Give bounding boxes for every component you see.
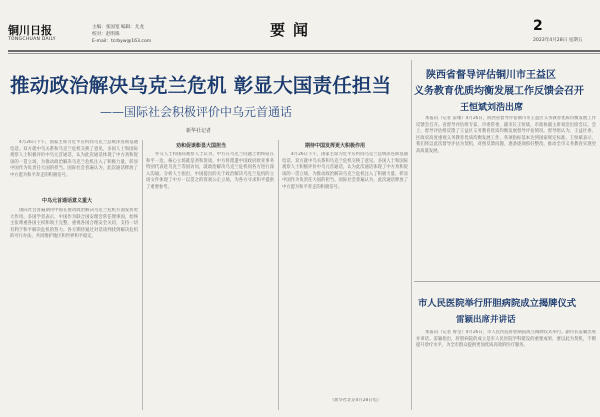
right-story2-subtitle: 雷颖出席并讲话 xyxy=(456,315,516,325)
lead-col1-heading: 中乌元首通话意义重大 xyxy=(42,198,93,204)
column-divider xyxy=(142,140,143,410)
right-story1-title-line1: 陕西省督导评估铜川市王益区 xyxy=(426,70,556,81)
header-rule xyxy=(8,50,600,52)
section-title: 要闻 xyxy=(270,21,317,39)
right-story1-body: 本报讯（记者 雷珊）4月26日，陕西省督导评估铜川市王益区义务教育优质均衡发展工作反馈会召开。省督导评估组专家、市委常委、副市长王恒斌，市政协副主席刘浩出席会议。会上，督导评估组反馈了王益区义务教育优质均衡发展督导评估情况。督导组认为，王益区委、区政府高度重视义务教育优质均衡发展工作，各项指标基本达到国家规定标准。王恒斌表示，我们将以此次督导评估为契机，对照反馈问题，逐条逐项抓好整改，推动全市义务教育实现更高质量发展。 xyxy=(416,116,596,154)
right-story2-body: 本报讯（记者 鲁莹）4月26日，市人民医院肝胆病院成立揭牌仪式举行。副市长雷颖出席并讲话。雷颖指出，肝胆病院的成立是市人民医院学科建设的重要成果，要以此为契机，不断提升诊疗水平，为全市群众提供更加优质高效的医疗服务。 xyxy=(416,330,596,348)
masthead xyxy=(8,18,600,50)
lead-subhead: ——国际社会积极评价中乌元首通话 xyxy=(100,105,293,119)
column-divider xyxy=(411,60,412,410)
column-divider xyxy=(278,140,279,410)
lead-col1-intro: 4月26日下午，国家主席习近平应约同乌克兰总统泽连斯基通电话。双方就中乌关系和乌克兰危机交换了意见。多国人士和国际观察人士积极评价中乌元首通话，认为此次通话体现了中方劝和促谈的一贯立场，为推动政治解决乌克兰危机注入了积极力量，彰显中国作为负责任大国的担当。国际社会普遍认为，此次通话释放了中方愿为和平奔走的积极信号。 xyxy=(10,140,138,178)
lead-dateline: （新华社北京4月28日电） xyxy=(330,398,382,403)
lead-col1-body: 国际社会普遍期待中国在推动政治解决乌克兰危机方面发挥更大作用。多国学者表示，中国作为联合国安理会常任理事国，始终主张尊重各国主权和领土完整，重视各国合理安全关切，支持一切有利于和平解决危机的努力。各方期待通过对话谈判找到解决危机的可行办法，共同维护地区和世界和平稳定。 xyxy=(10,208,138,240)
page-number: 2 xyxy=(533,18,543,34)
story-separator xyxy=(414,281,600,282)
lead-col2-heading: 劝和促谈彰显大国担当 xyxy=(176,143,227,149)
lead-col3-body: 4月26日下午，国家主席习近平应约同乌克兰总统泽连斯基通电话。双方就中乌关系和乌克兰危机交换了意见。多国人士和国际观察人士积极评价中乌元首通话，认为此次通话体现了中方劝和促谈的一贯立场，为推动政治解决乌克兰危机注入了积极力量，彰显中国作为负责任大国的担当。国际社会普遍认为，此次通话释放了中方愿为和平奔走的积极信号。 xyxy=(282,152,408,190)
right-story2-title: 市人民医院举行肝胆病院成立揭牌仪式 xyxy=(418,298,577,309)
newspaper-logo: 铜川日报 xyxy=(8,24,52,37)
lead-headline: 推动政治解决乌克兰危机 彰显大国责任担当 xyxy=(10,74,392,97)
right-story1-title-line2: 义务教育优质均衡发展工作反馈会召开 xyxy=(414,86,584,97)
lead-col3-heading: 期待中国发挥更大积极作用 xyxy=(305,143,366,149)
newspaper-logo-english: TONGCHUAN DAILY xyxy=(8,37,56,42)
right-story1-subtitle: 王恒斌刘浩出席 xyxy=(460,103,524,113)
issue-date: 2023年4月28日 星期五 xyxy=(533,38,583,43)
header-rule-thin xyxy=(8,53,600,54)
proofreader-info: 校对：赵明珠 xyxy=(92,32,120,37)
editor-info: 主编：张国宽 编辑：尤龙 xyxy=(92,25,144,30)
lead-col2-body: 外交人士和国际观察人士认为，中方在乌克兰问题上始终站在和平一边，核心立场就是劝和促谈。中方将派遣中国政府欧亚事务特别代表赴乌克兰等国访问，就政治解决乌克兰危机同各方进行深入沟通。分析人士指出，中国提出的关于政治解决乌克兰危机的立场文件体现了中方一以贯之的客观公正立场，为各方寻求和平提供了重要参考。 xyxy=(146,152,274,190)
email-info: E-mail：tcrbyw@163.com xyxy=(92,39,152,44)
lead-byline: 新华社记者 xyxy=(186,128,212,134)
